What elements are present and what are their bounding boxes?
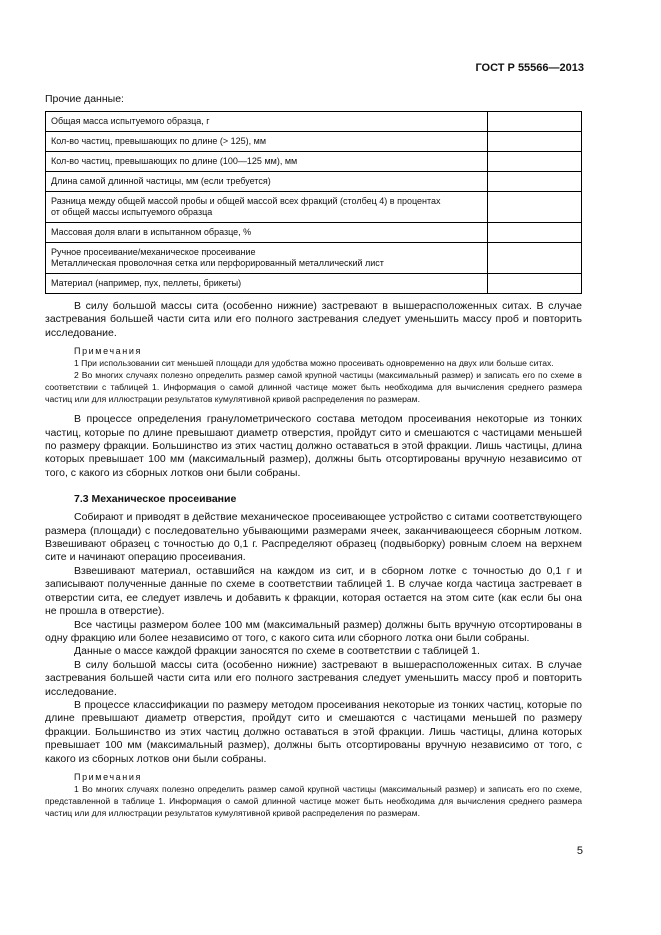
table-cell-label: Кол-во частиц, превышающих по длине (> 125), мм	[46, 132, 488, 152]
section-heading: 7.3 Механическое просеивание	[74, 493, 237, 506]
notes-block	[45, 771, 582, 819]
table-row	[46, 132, 582, 152]
paragraph: Собирают и приводят в действие механическое просеивающее устройство с ситами соответствующего размера (площади) с последовательно убывающими размерами ячеек, заканчивающееся сборным лотком. Взвешивают образец с точностью до 0,1 г. Распределяют образец (подвыборку) ровным слоем на верхнем сите и начинают операцию просеивания.	[45, 511, 582, 564]
table-cell-label: Длина самой длинной частицы, мм (если требуется)	[46, 172, 488, 192]
paragraph: В силу большой массы сита (особенно нижние) застревают в вышерасположенных ситах. В случае застревания большей части сита или его полного застревания следует уменьшить массу проб и повторить исследование.	[45, 658, 582, 698]
table-row	[46, 243, 582, 274]
table-row	[46, 223, 582, 243]
other-data-table	[45, 111, 582, 294]
table-cell-value	[488, 223, 582, 243]
note-item: 2 Во многих случаях полезно определить размер самой крупной частицы (максимальный размер) и записать его по схеме в соответствии с таблицей 1. Информация о самой длинной частице может быть необходима для вычисления среднего размера частиц или для иллюстрации результатов кумулятивной кривой распределения по размерам.	[45, 370, 582, 405]
table-cell-label: Ручное просеивание/механическое просеивание Металлическая проволочная сетка или перфорированный металлический лист	[46, 243, 488, 274]
table-cell-label: Разница между общей массой пробы и общей массой всех фракций (столбец 4) в процентах от общей массы испытуемого образца	[46, 192, 488, 223]
table-row	[46, 112, 582, 132]
table-cell-value	[488, 172, 582, 192]
other-data-label: Прочие данные:	[45, 93, 124, 105]
table-cell-label: Материал (например, пух, пеллеты, брикеты)	[46, 274, 488, 294]
table-cell-label: Общая масса испытуемого образца, г	[46, 112, 488, 132]
paragraph: Данные о массе каждой фракции заносятся по схеме в соответствии с таблицей 1.	[74, 645, 480, 658]
table-row	[46, 172, 582, 192]
page-number: 5	[576, 845, 583, 857]
paragraph: Взвешивают материал, оставшийся на каждом из сит, и в сборном лотке с точностью до 0,1 г и записывают полученные данные по схеме в соответствии таблицей 1. В случае когда частица застревает в отверстии сита, ее следует извлечь и добавить к фракции, которая остается на этом сите (как если бы она не прошла в отверстие).	[45, 564, 582, 618]
notes-heading: Примечания	[74, 346, 142, 357]
table-cell-value	[488, 132, 582, 152]
note-item: 1 При использовании сит меньшей площади для удобства можно просеивать одновременно на двух или больше ситах.	[74, 358, 554, 369]
table-cell-value	[488, 112, 582, 132]
table-cell-label: Массовая доля влаги в испытанном образце, %	[46, 223, 488, 243]
table-cell-value	[488, 243, 582, 274]
table-cell-value	[488, 192, 582, 223]
paragraph: Все частицы размером более 100 мм (максимальный размер) должны быть вручную отсортированы в одну фракцию или более независимо от того, с какого сита или сборного лотка они были собраны.	[45, 618, 582, 644]
page-content	[45, 93, 582, 819]
table-row	[46, 152, 582, 172]
notes-block	[45, 345, 582, 405]
table-row	[46, 192, 582, 223]
table-row	[46, 274, 582, 294]
paragraph: В силу большой массы сита (особенно нижние) застревают в вышерасположенных ситах. В случае застревания большей части сита или его полного застревания следует уменьшить массу проб и повторить исследование.	[45, 300, 582, 339]
notes-heading: Примечания	[74, 771, 142, 782]
table-cell-label: Кол-во частиц, превышающих по длине (100—125 мм), мм	[46, 152, 488, 172]
table-cell-value	[488, 152, 582, 172]
note-item: 1 Во многих случаях полезно определить размер самой крупной частицы (максимальный размер) и записать его по схеме, представленной в таблице 1. Информация о самой длинной частице может быть необходима для вычисления среднего размера частиц или для иллюстрации результатов кумулятивной кривой распределения по размерам.	[45, 783, 582, 818]
paragraph: В процессе определения гранулометрического состава методом просеивания некоторые из тонких частиц, которые по длине превышают диаметр отверстия, пройдут сито и смешаются с частицами меньшей по размеру фракции. Большинство из этих частиц должно оставаться в этой фракции. Лишь частицы, длина которых превышает 100 мм (максимальный размер), должны быть отсортированы вручную независимо от того, с какого из сборных лотков они были собраны.	[45, 413, 582, 479]
paragraph: В процессе классификации по размеру методом просеивания некоторые из тонких частиц, которые по длине превышают диаметр отверстия, пройдут сито и смешаются с частицами меньшей по размеру фракции. Большинство из этих частиц должно оставаться в этой фракции. Лишь частицы, длина которых превышает 100 мм (максимальный размер), должны быть отсортированы вручную независимо от того, с какого из сборных лотков они были собраны.	[45, 698, 582, 765]
standard-header: ГОСТ Р 55566—2013	[475, 62, 584, 74]
table-cell-value	[488, 274, 582, 294]
